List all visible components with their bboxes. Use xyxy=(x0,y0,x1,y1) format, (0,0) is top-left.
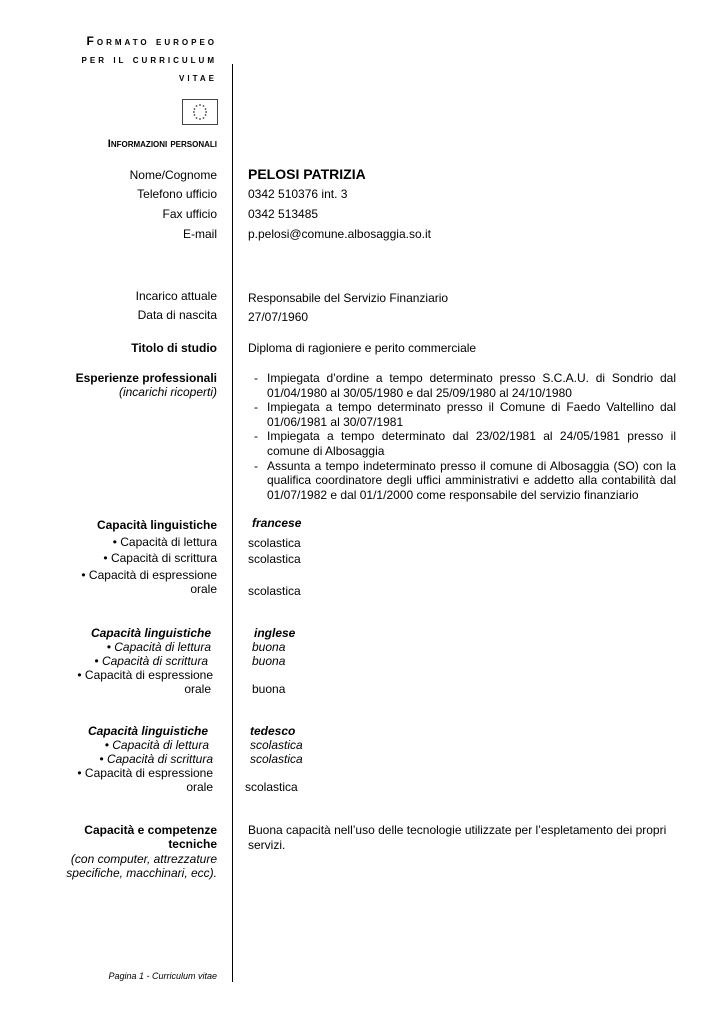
phone-label: Telefono ufficio xyxy=(137,187,217,201)
lang2-speaking-label-2: orale xyxy=(184,682,211,696)
lang1-name: francese xyxy=(252,516,302,530)
lang1-speaking-label: • Capacità di espressione xyxy=(81,568,217,582)
lang1-writing-value: scolastica xyxy=(248,552,301,566)
fax-label: Fax ufficio xyxy=(162,207,217,221)
experience-label: Esperienze professionali xyxy=(75,371,217,385)
name-value: PELOSI PATRIZIA xyxy=(248,166,366,182)
lang3-heading: Capacità linguistiche xyxy=(87,724,208,738)
experience-sublabel: (incarichi ricoperti) xyxy=(118,385,217,399)
lang1-reading-label: • Capacità di lettura xyxy=(112,535,217,549)
skills-sublabel-2: specifiche, macchinari, ecc). xyxy=(66,866,217,880)
lang2-reading-value: buona xyxy=(252,640,286,654)
lang2-reading-label: • Capacità di lettura xyxy=(106,640,211,654)
role-value: Responsabile del Servizio Finanziario xyxy=(248,291,449,305)
lang3-reading-label: • Capacità di lettura xyxy=(104,738,209,752)
lang1-speaking-value: scolastica xyxy=(248,584,301,598)
email-value[interactable]: p.pelosi@comune.albosaggia.so.it xyxy=(248,227,431,241)
lang1-heading: Capacità linguistiche xyxy=(96,518,217,532)
cv-title-line-1: Formato europeo xyxy=(86,34,217,48)
lang3-reading-value: scolastica xyxy=(250,738,303,752)
cv-title-line-3: vitae xyxy=(179,70,217,84)
birth-value: 27/07/1960 xyxy=(248,310,309,324)
list-item: - Impiegata a tempo determinato presso il Comune di Faedo Valtellino dal 01/06/1981 al 30/07/1981 xyxy=(248,400,676,429)
cv-title-line-2: per il curriculum xyxy=(81,52,217,66)
page-footer: Pagina 1 - Curriculum vitae xyxy=(108,971,217,981)
lang3-speaking-value: scolastica xyxy=(245,780,298,794)
lang2-speaking-value: buona xyxy=(252,682,286,696)
phone-value: 0342 510376 int. 3 xyxy=(248,187,348,201)
column-divider xyxy=(232,64,233,982)
skills-value: Buona capacità nell’uso delle tecnologie utilizzate per l’espletamento dei propri servizi. xyxy=(248,823,667,852)
list-item: - Impiegata d’ordine a tempo determinato presso S.C.A.U. di Sondrio dal 01/04/1980 al 30/05/1980 e dal 25/09/1980 al 24/10/1980 xyxy=(248,371,676,400)
skills-label: Capacità e competenze xyxy=(84,823,217,837)
lang3-writing-value: scolastica xyxy=(250,752,303,766)
lang2-writing-label: • Capacità di scrittura xyxy=(94,654,208,668)
role-label: Incarico attuale xyxy=(135,289,217,303)
birth-label: Data di nascita xyxy=(137,308,217,322)
list-item: - Impiegata a tempo determinato dal 23/02/1981 al 24/05/1981 presso il comune di Albosaggia xyxy=(248,429,676,458)
education-value: Diploma di ragioniere e perito commerciale xyxy=(248,341,477,355)
experience-list xyxy=(248,371,676,502)
email-label: E-mail xyxy=(182,227,217,241)
name-label: Nome/Cognome xyxy=(129,168,217,182)
lang1-writing-label: • Capacità di scrittura xyxy=(103,551,217,565)
skills-label-2: tecniche xyxy=(168,837,217,851)
lang3-name: tedesco xyxy=(250,724,296,738)
lang2-speaking-label: • Capacità di espressione xyxy=(77,668,213,682)
lang3-speaking-label-2: orale xyxy=(186,780,213,794)
skills-sublabel: (con computer, attrezzature xyxy=(70,852,217,866)
lang2-name: inglese xyxy=(254,626,296,640)
lang3-writing-label: • Capacità di scrittura xyxy=(99,752,213,766)
lang1-speaking-label-2: orale xyxy=(190,582,217,596)
lang2-heading: Capacità linguistiche xyxy=(90,626,211,640)
education-label: Titolo di studio xyxy=(131,341,217,355)
section-personal-info: Informazioni personali xyxy=(107,138,217,150)
lang1-reading-value: scolastica xyxy=(248,536,301,550)
list-item: - Assunta a tempo indeterminato presso il comune di Albosaggia (SO) con la qualifica coordinatore degli uffici amministrativi e addetto alla contabilità dal 01/07/1982 e dal 01/1/2000 come responsabile del servizio finanziario xyxy=(248,459,676,503)
lang2-writing-value: buona xyxy=(252,654,286,668)
lang3-speaking-label: • Capacità di espressione xyxy=(77,766,213,780)
eu-flag-icon xyxy=(182,99,218,125)
fax-value: 0342 513485 xyxy=(248,207,319,221)
